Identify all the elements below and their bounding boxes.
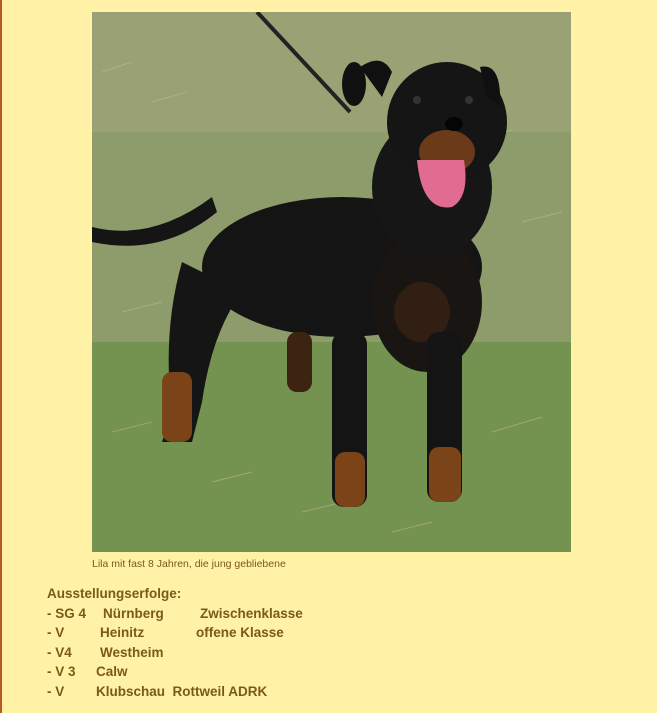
result-row <box>47 682 268 702</box>
result-class: Zwischenklasse <box>200 605 303 621</box>
result-class: offene Klasse <box>196 625 284 641</box>
photo-caption: Lila mit fast 8 Jahren, die jung gebliebene <box>92 558 286 570</box>
result-row <box>47 604 303 624</box>
result-row <box>47 623 284 643</box>
show-results-heading: Ausstellungserfolge: <box>47 586 182 601</box>
result-rating: - V <box>47 625 65 641</box>
result-row <box>47 662 181 682</box>
result-place: Heinitz <box>100 625 145 641</box>
result-place: Klubschau Rottweil ADRK <box>96 683 268 699</box>
result-rating: - V4 <box>47 644 72 660</box>
rottweiler-image <box>92 12 571 552</box>
result-row <box>47 643 181 663</box>
result-rating: - SG 4 <box>47 605 87 621</box>
result-place: Calw <box>96 664 128 680</box>
result-rating: - V 3 <box>47 664 76 680</box>
result-place: Nürnberg <box>103 605 164 621</box>
dog-photo <box>92 12 571 552</box>
result-place: Westheim <box>100 644 164 660</box>
show-results <box>47 584 303 702</box>
result-rating: - V <box>47 683 65 699</box>
page-left-border <box>0 0 2 713</box>
